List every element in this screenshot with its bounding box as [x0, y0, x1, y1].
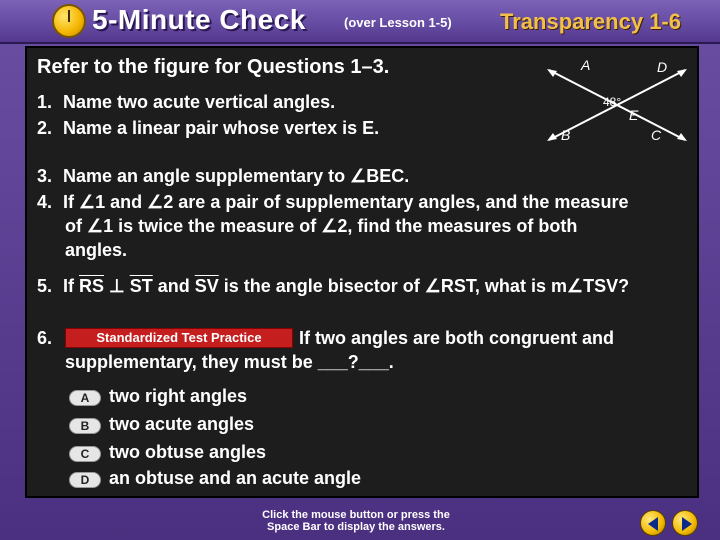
lesson-subtitle: (over Lesson 1-5)	[344, 15, 452, 30]
question-5	[37, 276, 629, 297]
question-6-number: 6.	[37, 328, 53, 348]
question-text: Name an angle supplementary to ∠BEC.	[63, 166, 410, 186]
label-a: A	[581, 57, 591, 73]
question-4-line-1	[37, 192, 628, 213]
question-1	[37, 92, 335, 113]
choice-b-text[interactable]: two acute angles	[109, 414, 255, 434]
arrowhead-b	[547, 133, 557, 141]
segment-st: $\overline{ST}$	[129, 276, 153, 296]
segment-rs: $\overline{RS}$	[79, 276, 105, 296]
arrowhead-d	[677, 69, 687, 77]
badge-label: Standardized Test Practice	[96, 330, 262, 345]
question-number: 5.	[37, 276, 53, 296]
slide-title: 5-Minute Check	[92, 4, 306, 35]
label-e: E	[629, 107, 639, 123]
question-3	[37, 166, 409, 187]
intro-text: Refer to the figure for Questions 1–3.	[37, 56, 390, 78]
next-arrow-icon	[673, 511, 699, 537]
arrowhead-a	[547, 69, 557, 77]
question-text: If ∠1 and ∠2 are a pair of supplementary angles, and the measure	[63, 192, 629, 212]
question-6-line-1: If two angles are both congruent and	[299, 328, 615, 348]
question-text-and: and	[152, 276, 195, 296]
question-2	[37, 118, 379, 139]
perpendicular-symbol: ⊥	[104, 276, 130, 296]
footer-line-1: Click the mouse button or press the	[262, 509, 450, 521]
question-6-line-2	[65, 352, 394, 373]
question-text: Name two acute vertical angles.	[63, 92, 336, 112]
choice-d-badge[interactable]: D	[69, 472, 101, 488]
choice-a-text[interactable]: two right angles	[109, 386, 248, 406]
label-b: B	[561, 127, 571, 143]
footer-instructions	[250, 509, 462, 533]
intersecting-lines-figure	[547, 56, 697, 146]
header-bar	[0, 0, 720, 44]
question-4-line-2: of ∠1 is twice the measure of ∠2, find the measures of both	[65, 216, 578, 236]
label-d: D	[657, 59, 668, 75]
arrowhead-c	[677, 133, 687, 141]
footer-line-2: Space Bar to display the answers.	[267, 521, 445, 533]
question-text: Name a linear pair whose vertex is E.	[63, 118, 380, 138]
previous-button[interactable]	[640, 510, 666, 536]
choice-c-badge[interactable]: C	[69, 446, 101, 462]
question-number: 2.	[37, 118, 53, 138]
choice-a-badge[interactable]: A	[69, 390, 101, 406]
standardized-test-practice-badge	[65, 328, 293, 348]
previous-arrow-icon	[641, 511, 667, 537]
answer-blank: ___?___.	[317, 352, 394, 372]
question-text: supplementary, they must be	[65, 352, 318, 372]
clock-icon	[52, 4, 86, 38]
question-number: 1.	[37, 92, 53, 112]
content-panel	[25, 46, 699, 498]
choice-b-badge[interactable]: B	[69, 418, 101, 434]
choice-d-text[interactable]: an obtuse and an acute angle	[109, 468, 362, 488]
next-button[interactable]	[672, 510, 698, 536]
question-number: 3.	[37, 166, 53, 186]
choice-c-text[interactable]: two obtuse angles	[109, 442, 267, 462]
question-4-line-3: angles.	[65, 240, 128, 260]
angle-label: 48°	[603, 95, 622, 109]
transparency-label: Transparency 1-6	[500, 9, 681, 34]
question-text-pre: If	[63, 276, 79, 296]
question-text-post: is the angle bisector of ∠RST, what is m∠TSV?	[218, 276, 630, 296]
label-c: C	[651, 127, 662, 143]
ray-sv: $\overline{SV}$	[194, 276, 219, 296]
question-number: 4.	[37, 192, 53, 212]
